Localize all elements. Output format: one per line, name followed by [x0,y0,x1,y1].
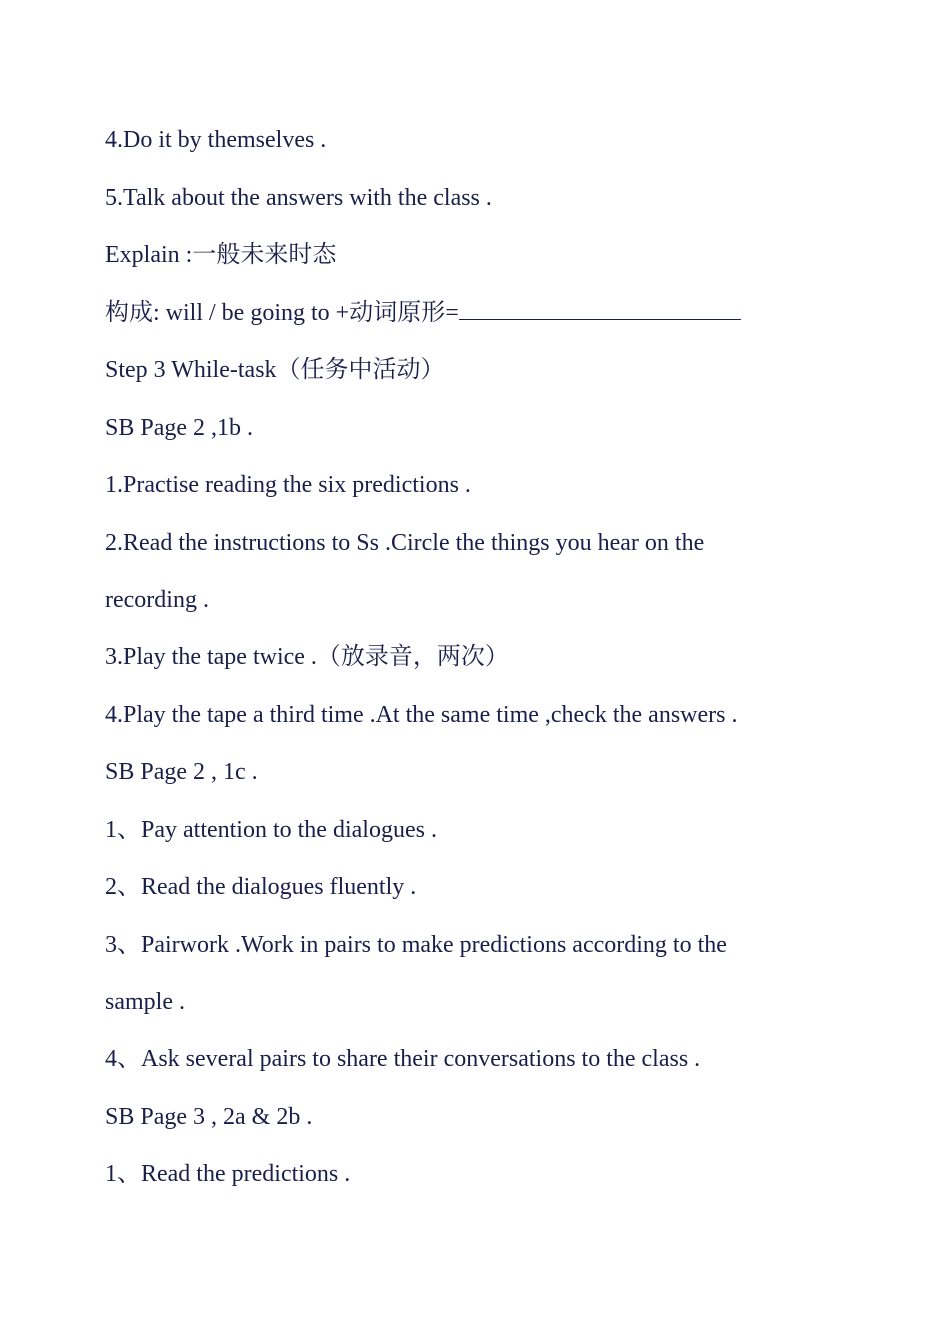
text-line: recording . [105,587,209,613]
formula-text: 构成: will / be going to +动词原形= [105,300,459,326]
text-line: 3.Play the tape twice .（放录音，两次） [105,644,509,670]
text-line: 1.Practise reading the six predictions . [105,472,471,498]
text-line: 1、Pay attention to the dialogues . [105,817,437,843]
formula-line [105,293,865,333]
text-line: 4、Ask several pairs to share their conversations to the class . [105,1046,701,1072]
text-line: 2、Read the dialogues fluently . [105,874,417,900]
text-line: SB Page 2 ,1b . [105,415,254,441]
text-line: 3、Pairwork .Work in pairs to make predictions according to the [105,932,727,958]
text-line: SB Page 2 , 1c . [105,759,258,785]
text-line: 5.Talk about the answers with the class . [105,185,492,211]
text-line: 1、Read the predictions . [105,1161,351,1187]
fill-in-blank [459,293,741,320]
text-line: 2.Read the instructions to Ss .Circle the things you hear on the [105,530,705,556]
text-line: 4.Play the tape a third time .At the same time ,check the answers . [105,702,738,728]
text-line: SB Page 3 , 2a & 2b . [105,1104,313,1130]
step-heading: Step 3 While-task（任务中活动） [105,357,445,383]
text-line: 4.Do it by themselves . [105,127,327,153]
text-line: sample . [105,989,185,1015]
text-line: Explain :一般未来时态 [105,242,337,268]
